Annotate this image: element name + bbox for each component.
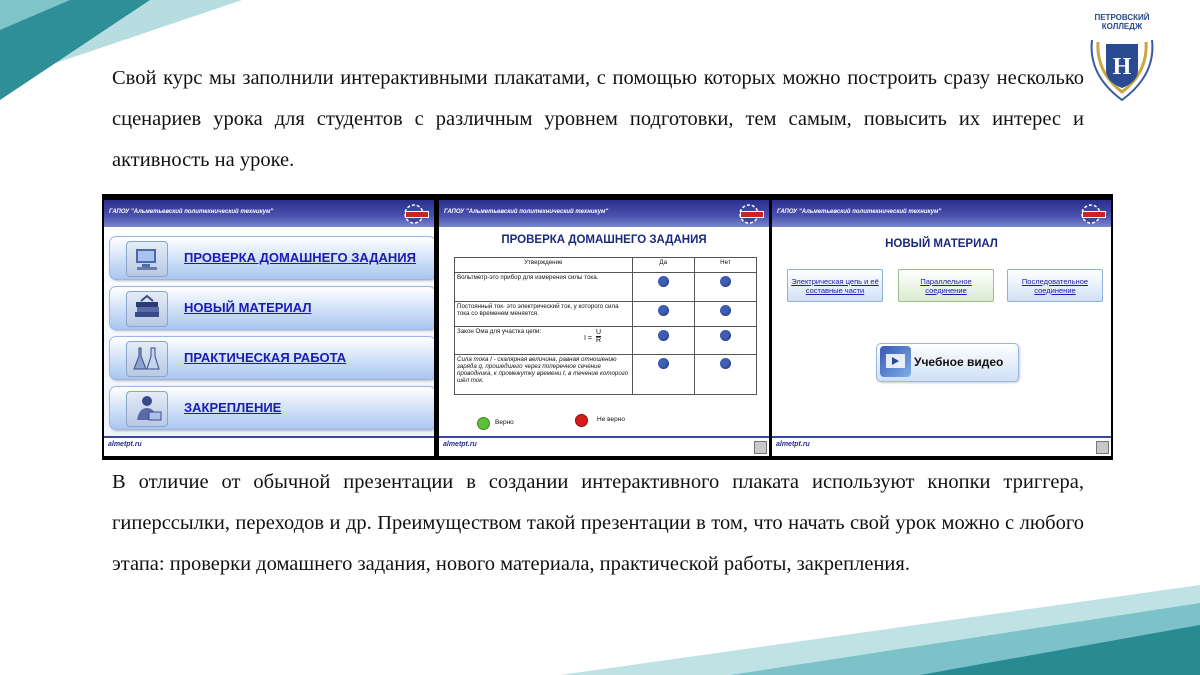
column-statement: Утверждение — [455, 258, 633, 273]
slide-footer — [104, 436, 434, 456]
answer-yes-button[interactable] — [658, 330, 669, 341]
table-header-row — [455, 258, 757, 273]
answer-yes-button[interactable] — [658, 305, 669, 316]
statement-cell: Постоянный ток- это электрический ток, у которого сила тока со временем меняется. — [455, 302, 633, 327]
no-cell — [694, 327, 756, 355]
yes-cell — [632, 302, 694, 327]
statement-cell: Вольтметр-это прибор для измерения силы тока. — [455, 273, 633, 302]
legend-wrong-label: Не верно — [597, 416, 625, 423]
topic-series-button[interactable]: Последовательное соединение — [1007, 269, 1103, 302]
no-cell — [694, 273, 756, 302]
slide-header — [439, 200, 769, 227]
menu-practical-label[interactable]: ПРАКТИЧЕСКАЯ РАБОТА — [184, 350, 347, 365]
slide-footer — [439, 436, 769, 456]
slide-header-text: ГАПОУ "Альметьевский политехнический техникум" — [109, 209, 274, 215]
yes-cell — [632, 327, 694, 355]
homework-title: ПРОВЕРКА ДОМАШНЕГО ЗАДАНИЯ — [501, 234, 707, 246]
correct-indicator-icon — [477, 417, 490, 430]
statement-cell — [455, 327, 633, 355]
homework-table — [454, 257, 757, 395]
gear-logo-icon — [1074, 203, 1108, 225]
no-cell — [694, 302, 756, 327]
slide-footer — [772, 436, 1111, 456]
wrong-indicator-icon — [575, 414, 588, 427]
answer-no-button[interactable] — [720, 358, 731, 369]
yes-cell — [632, 273, 694, 302]
books-icon — [126, 291, 168, 327]
legend-correct-label: Верно — [495, 419, 514, 426]
slide-footer-text: almetpt.ru — [443, 441, 477, 448]
menu-consolidation-button[interactable] — [109, 386, 434, 430]
college-logo — [1082, 10, 1162, 110]
formula-lhs: I = — [584, 335, 592, 342]
slide-homework — [439, 200, 769, 456]
slide-footer-text: almetpt.ru — [108, 441, 142, 448]
menu-consolidation-label[interactable]: ЗАКРЕПЛЕНИЕ — [184, 400, 282, 415]
ohm-formula — [584, 329, 601, 344]
slide-header — [104, 200, 434, 227]
answer-no-button[interactable] — [720, 330, 731, 341]
menu-homework-label[interactable]: ПРОВЕРКА ДОМАШНЕГО ЗАДАНИЯ — [184, 250, 416, 265]
slide-new-material — [772, 200, 1111, 456]
logo-emblem-icon — [1084, 30, 1160, 104]
slide-menu — [104, 200, 434, 456]
yes-cell — [632, 355, 694, 395]
formula-numerator: U — [595, 329, 601, 336]
menu-new-material-label[interactable]: НОВЫЙ МАТЕРИАЛ — [184, 300, 312, 315]
video-label: Учебное видео — [914, 355, 1004, 369]
topic-circuit-button[interactable]: Электрическая цепь и её составные части — [787, 269, 883, 302]
slide-header-text: ГАПОУ "Альметьевский политехнический техникум" — [444, 209, 609, 215]
computer-icon — [126, 241, 168, 277]
answer-no-button[interactable] — [720, 305, 731, 316]
video-icon — [880, 346, 911, 377]
bottom-right-decoration — [560, 585, 1200, 675]
answer-yes-button[interactable] — [658, 276, 669, 287]
logo-title: ПЕТРОВСКИЙ КОЛЛЕДЖ — [1094, 13, 1150, 31]
lab-icon — [126, 341, 168, 377]
statement-text: Закон Ома для участка цепи: — [457, 328, 542, 335]
menu-new-material-button[interactable] — [109, 286, 434, 330]
slide-footer-text: almetpt.ru — [776, 441, 810, 448]
column-no: Нет — [694, 258, 756, 273]
slide-header — [772, 200, 1111, 227]
student-icon — [126, 391, 168, 427]
svg-text:Н: Н — [1112, 54, 1132, 80]
answer-yes-button[interactable] — [658, 358, 669, 369]
new-material-title: НОВЫЙ МАТЕРИАЛ — [885, 238, 998, 250]
no-cell — [694, 355, 756, 395]
formula-denominator: R — [595, 337, 601, 344]
answer-no-button[interactable] — [720, 276, 731, 287]
intro-paragraph: Свой курс мы заполнили интерактивными плакатами, с помощью которых можно построить сразу несколько сценариев урока для студентов с различным уровнем подготовки, тем самым, повысить их интерес и активность на уроке. — [112, 67, 1084, 171]
conclusion-paragraph: В отличие от обычной презентации в создании интерактивного плаката используют кнопки триггера, гиперссылки, переходов и др. Преимуществом такой презентации в том, что начать свой урок можно с любого этапа: проверки домашнего задания, нового материала, практической работы, закрепления. — [112, 471, 1084, 575]
statement-cell: Сила тока I - скалярная величина, равная отношению заряда q, прошедшего через поперечное сечение проводника, к промежутку времени t, в течение которого шёл ток. — [455, 355, 633, 395]
slide-header-text: ГАПОУ "Альметьевский политехнический техникум" — [777, 209, 942, 215]
topic-parallel-button[interactable]: Параллельное соединение — [898, 269, 994, 302]
gear-logo-icon — [397, 203, 431, 225]
table-row — [455, 327, 757, 355]
table-row — [455, 302, 757, 327]
gear-logo-icon — [732, 203, 766, 225]
home-icon[interactable] — [1096, 441, 1109, 454]
table-row — [455, 273, 757, 302]
home-icon[interactable] — [754, 441, 767, 454]
video-button[interactable] — [876, 343, 1019, 382]
column-yes: Да — [632, 258, 694, 273]
table-row — [455, 355, 757, 395]
menu-practical-button[interactable] — [109, 336, 434, 380]
menu-homework-button[interactable] — [109, 236, 434, 280]
